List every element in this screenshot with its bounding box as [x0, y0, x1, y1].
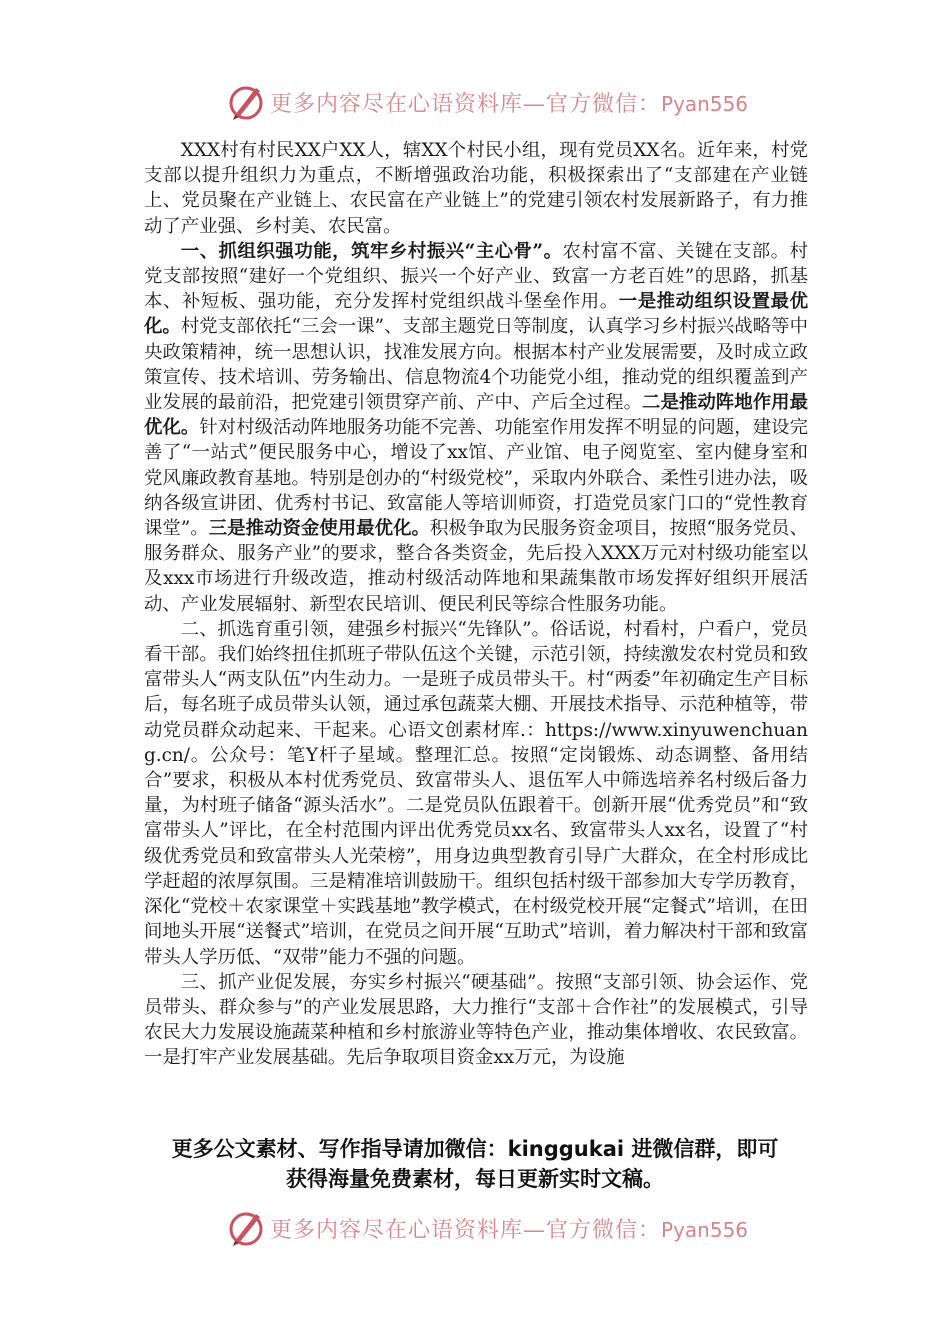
intro-paragraph: XXX村有村民XX户XX人，辖XX个村民小组，现有党员XX名。近年来，村党支部以提升组织力为重点，不断增强政治功能，积极探索出了“支部建在产业链上、党员聚在产业链上、农民富在产业链上”的党建引领农村发展新路子，有力推动了产业强、乡村美、农民富。 [144, 140, 808, 237]
pen-logo-icon [226, 1208, 266, 1248]
watermark-banner-bottom [226, 1208, 749, 1248]
section-1-point-3: 三是推动资金使用最优化。 [208, 518, 430, 540]
promo-line-2: 获得海量免费素材，每日更新实时文稿。 [286, 1167, 664, 1191]
section-1-heading: 一、抓组织强功能，筑牢乡村振兴“主心骨”。 [180, 240, 563, 262]
pen-logo-icon [226, 82, 266, 122]
document-body [144, 138, 808, 1071]
watermark-text: 更多内容尽在心语资料库—官方微信：Pyan556 [270, 1217, 749, 1243]
watermark-banner-top [226, 82, 749, 122]
promo-callout [110, 1134, 840, 1194]
promo-line-1: 更多公文素材、写作指导请加微信：kinggukai 进微信群，即可 [171, 1137, 779, 1161]
section-3-paragraph: 三、抓产业促发展，夯实乡村振兴“硬基础”。按照“支部引领、协会运作、党员带头、群众参与”的产业发展思路，大力推行“支部＋合作社”的发展模式，引导农民大力发展设施蔬菜种植和乡村旅游业等特色产业，推动集体增收、农民致富。一是打牢产业发展基础。先后争取项目资金xx万元，为设施 [144, 971, 808, 1069]
section-2-paragraph: 二、抓选育重引领，建强乡村振兴“先锋队”。俗话说，村看村，户看户，党员看干部。我们始终扭住抓班子带队伍这个关键，示范引领，持续激发农村党员和致富带头人“两支队伍”内生动力。一是班子成员带头干。村“两委”年初确定生产目标后，每名班子成员带头认领，通过承包蔬菜大棚、开展技术指导、示范种植等，带动党员群众动起来、干起来。心语文创素材库.：https://www.xinyuwenchuang.cn/。公众号：笔Y杆子星域。整理汇总。按照“定岗锻炼、动态调整、备用结合”要求，积极从本村优秀党员、致富带头人、退伍军人中筛选培养名村级后备力量，为村班子储备“源头活水”。二是党员队伍跟着干。创新开展“优秀党员”和“致富带头人”评比，在全村范围内评出优秀党员xx名、致富带头人xx名，设置了“村级优秀党员和致富带头人光荣榜”，用身边典型教育引导广大群众，在全村形成比学赶超的浓厚氛围。三是精准培训鼓励干。组织包括村级干部参加大专学历教育，深化“党校＋农家课堂＋实践基地”教学模式，在村级党校开展“定餐式”培训，在田间地头开展“送餐式”培训，在党员之间开展“互助式”培训，着力解决村干部和致富带头人学历低、“双带”能力不强的问题。 [144, 618, 808, 968]
watermark-text: 更多内容尽在心语资料库—官方微信：Pyan556 [270, 91, 749, 117]
section-1-paragraph: 一、抓组织强功能，筑牢乡村振兴“主心骨”。农村富不富、关键在支部。村党支部按照“建好一个党组织、振兴一个好产业、致富一方老百姓”的思路，抓基本、补短板、强功能，充分发挥村党组织战斗堡垒作用。一是推动组织设置最优化。村党支部依托“三会一课”、支部主题党日等制度，认真学习乡村振兴战略等中央政策精神，统一思想认识，找准发展方向。根据本村产业发展需要，及时成立政策宣传、技术培训、劳务输出、信息物流4个功能党小组，推动党的组织覆盖到产业发展的最前沿，把党建引领贯穿产前、产中、产后全过程。二是推动阵地作用最优化。针对村级活动阵地服务功能不完善、功能室作用发挥不明显的问题，建设完善了“一站式”便民服务中心，增设了xx馆、产业馆、电子阅览室、室内健身室和党风廉政教育基地。特别是创办的“村级党校”，采取内外联合、柔性引进办法，吸纳各级宣讲团、优秀村书记、致富能人等培训师资，打造党员家门口的“党性教育课堂”。三是推动资金使用最优化。积极争取为民服务资金项目，按照“服务党员、服务群众、服务产业”的要求，整合各类资金，先后投入XXX万元对村级功能室以及xxx市场进行升级改造，推动村级活动阵地和果蔬集散市场发挥好组织开展活动、产业发展辐射、新型农民培训、便民利民等综合性服务功能。 [144, 240, 809, 615]
section-1-point-2: 二是推动阵地作用最优化。 [144, 392, 808, 439]
section-1-point-1: 一是推动组织设置最优化。 [144, 291, 808, 338]
